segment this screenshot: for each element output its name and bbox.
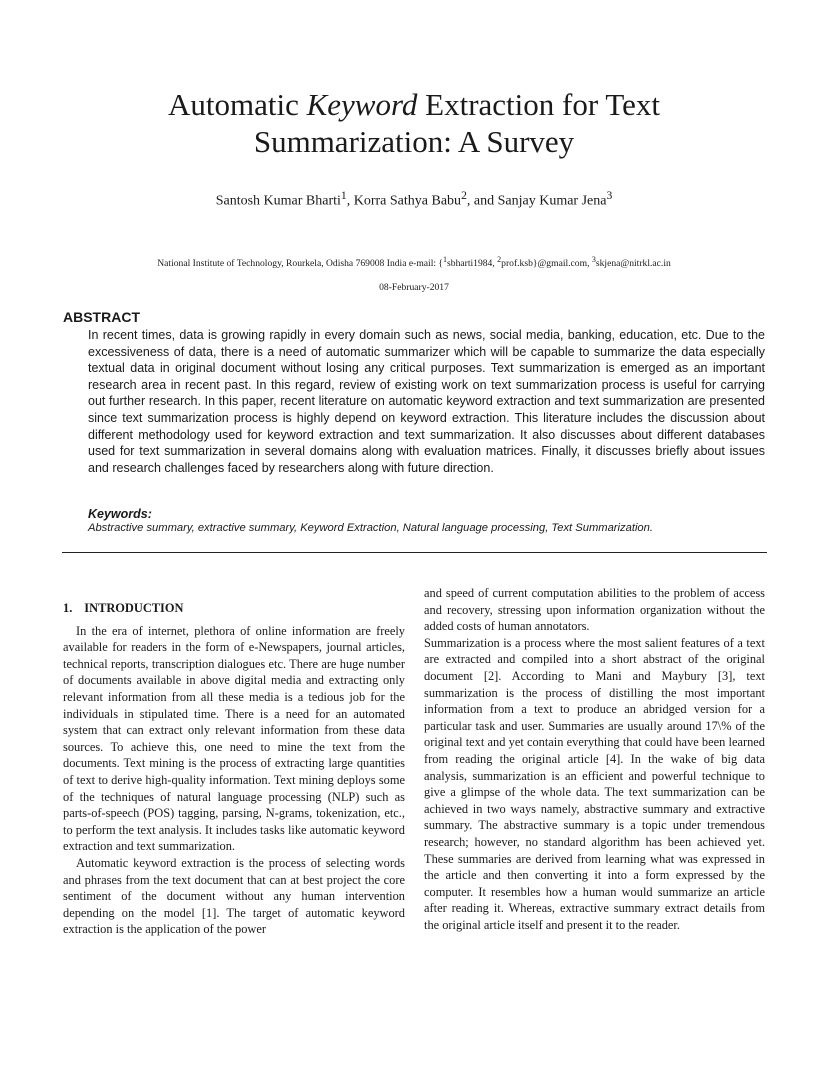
author-affiliation-mark: 2 [461, 189, 467, 202]
paper-title [0, 86, 828, 160]
section-heading-introduction [63, 600, 405, 617]
email-mark: 1 [443, 255, 448, 264]
left-column [63, 600, 405, 938]
section-number: 1. [63, 601, 73, 615]
author-affiliation-mark: 1 [340, 189, 347, 202]
keywords-text: Abstractive summary, extractive summary, Keyword Extraction, Natural language processing, Text Summarization. [88, 522, 653, 534]
author-name: Santosh Kumar Bharti [215, 193, 341, 209]
publication-date: 08-February-2017 [379, 282, 449, 293]
email-text: sbharti1984, [447, 258, 498, 270]
author-affiliation-mark: 3 [606, 189, 613, 202]
title-keyword-italic: Keyword [306, 87, 418, 122]
email-text: skjena@nitrkl.ac.in [595, 258, 671, 270]
email-text: prof.ksb}@gmail.com, [501, 258, 592, 270]
body-paragraph: In the era of internet, plethora of online information are freely available for readers in the form of e-Newspapers, journal articles, technical reports, transcription dialogues etc. There are huge number of documents available in above digital media and extracting only relevant information from all these media is a tedious job for the individuals in stipulated time. There is a need for an automated system that can extract only relevant information from these data sources. To achieve this, one need to mine the text from the documents. Text mining is the process of extracting large quantities of text to derive high-quality information. Text mining deploys some of the techniques of natural language processing (NLP) such as parts-of-speech (POS) tagging, parsing, N-grams, tokenization, etc., to perform the text analysis. It includes tasks like automatic keyword extraction and text summarization. [63, 623, 405, 854]
email-mark: 2 [497, 255, 502, 264]
abstract-text: In recent times, data is growing rapidly in every domain such as news, social media, banking, education, etc. Due to the excessiveness of data, there is a need of automatic summarizer which will be capable to summarize the data especially textual data in original document without losing any critical purposes. Text summarization is emerged as an important research area in recent past. In this regard, review of existing work on text summarization process is useful for carrying out further research. In this paper, recent literature on automatic keyword extraction and text summarization are presented since text summarization process is highly depend on keyword extraction. This literature includes the discussion about different methodology used for keyword extraction and text summarization. It also discusses about different databases used for text summarization in several domains along with evaluation matrices. Finally, it discusses briefly about issues and research challenges faced by researchers along with future direction. [88, 328, 765, 475]
title-line-1 [0, 86, 828, 123]
author-separator: , and [466, 193, 498, 209]
body-paragraph: Summarization is a process where the most salient features of a text are extracted and compiled into a short abstract of the original document [2]. According to Mani and Maybury [3], text summarization is the process of distilling the most important information from a text to produce an abridged version for a particular task and user. Summaries are usually around 17\% of the original text and yet contain everything that could have been learned from reading the original article [4]. In the wake of big data analysis, summarization is an efficient and powerful technique to give a glimpse of the whole data. The text summarization can be achieved in two ways namely, abstractive summary and extractive summary. The abstractive summary is a topic under tremendous research; however, no standard algorithm has been achieved yet. These summaries are derived from learning what was expressed in the article and then converting it into a form expressed by the computer. It resembles how a human would summarize an article after reading it. Whereas, extractive summary extract details from the original article itself and present it to the reader. [424, 635, 765, 932]
abstract-heading: ABSTRACT [63, 309, 140, 325]
author-name: Korra Sathya Babu [353, 193, 462, 209]
title-line-2: Summarization: A Survey [253, 124, 575, 159]
email-mark: 3 [591, 255, 596, 264]
title-line-1-end: Extraction for Text [417, 87, 660, 122]
affiliation-text: National Institute of Technology, Rourkela, Odisha 769008 India e-mail: { [157, 258, 444, 270]
body-paragraph: and speed of current computation abilities to the problem of access and recovery, stressing upon information organization without the added costs of human annotators. [424, 586, 765, 634]
section-title: INTRODUCTION [84, 601, 184, 615]
section-divider [62, 552, 767, 553]
keywords-heading: Keywords: [88, 507, 152, 521]
title-line-1-start: Automatic [167, 87, 307, 122]
affiliation-line [0, 255, 828, 269]
author-separator: , [346, 193, 354, 209]
author-name: Sanjay Kumar Jena [497, 193, 607, 209]
right-column [424, 585, 765, 933]
body-paragraph: Automatic keyword extraction is the process of selecting words and phrases from the text document that can at best project the core sentiment of the document without any human intervention depending on the model [1]. The target of automatic keyword extraction is the application of the power [63, 855, 405, 937]
author-list [0, 189, 828, 210]
